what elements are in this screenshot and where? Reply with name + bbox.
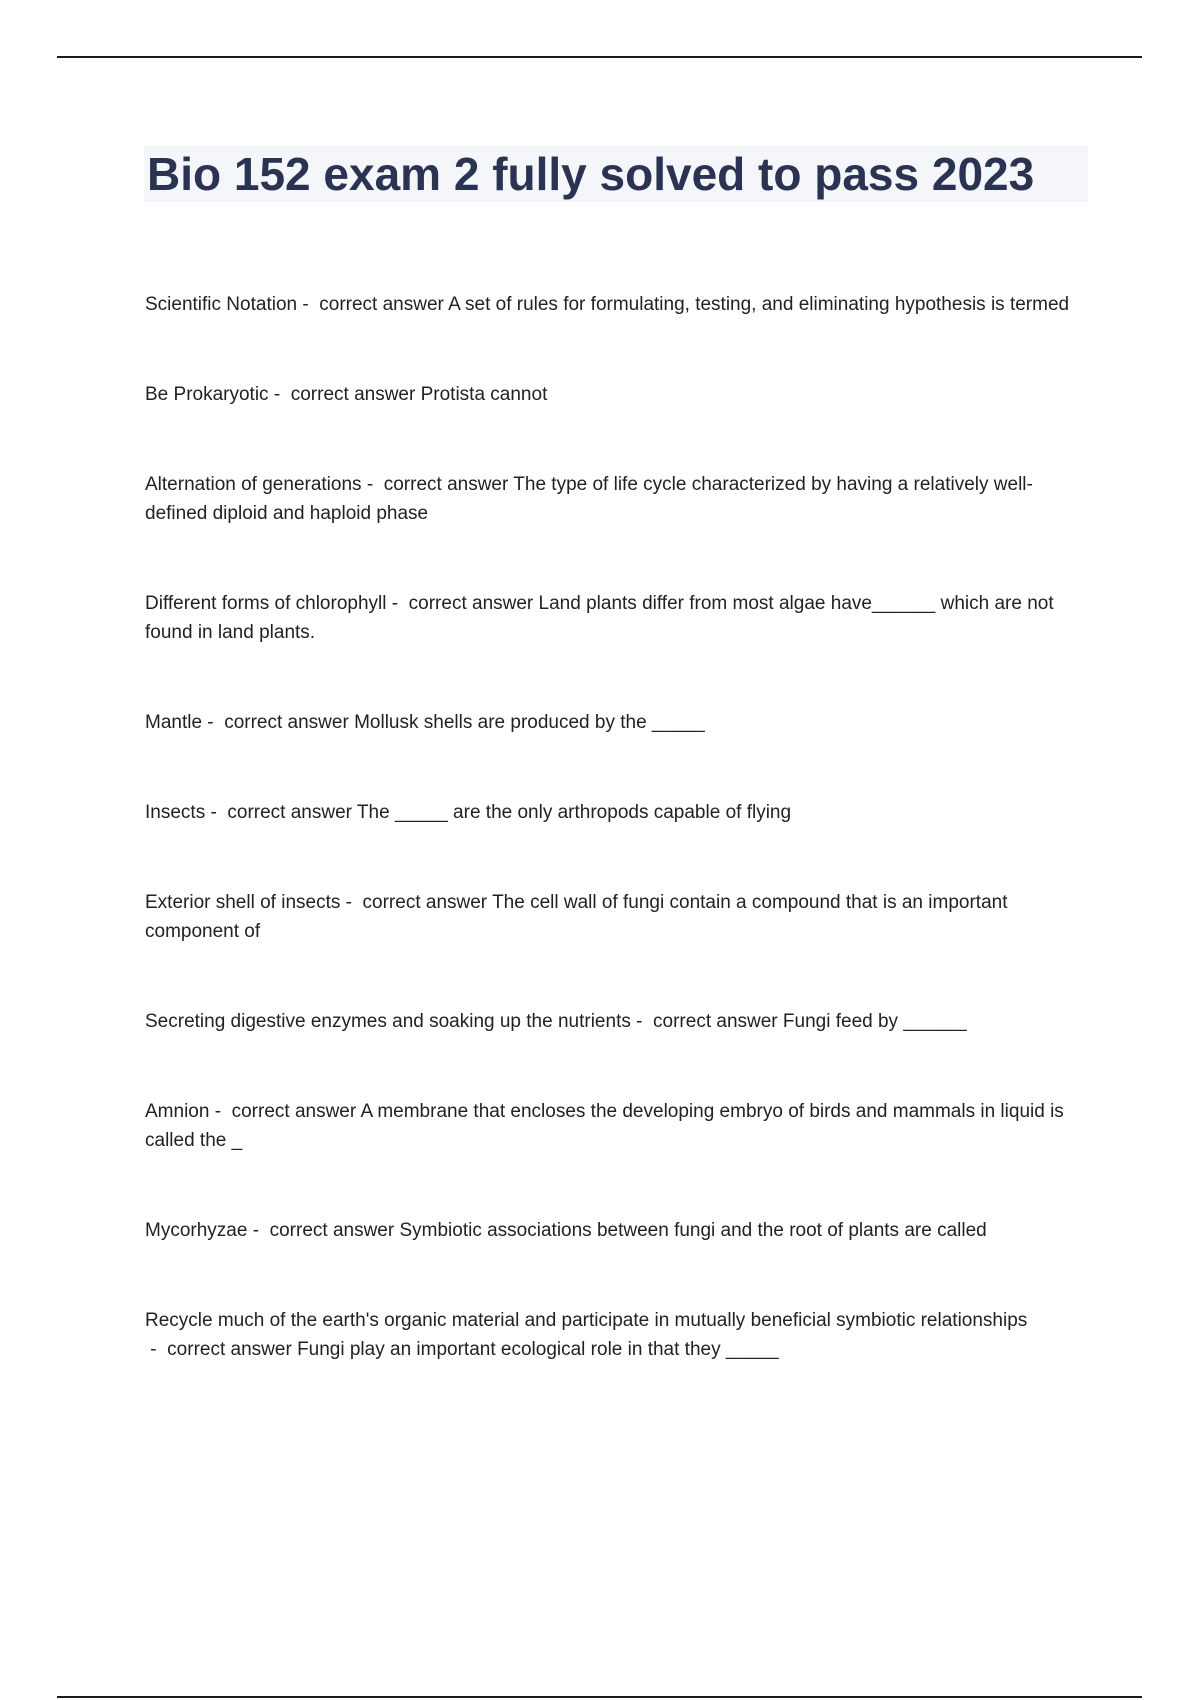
qa-question: The _____ are the only arthropods capable of flying bbox=[356, 802, 792, 823]
answer-label: correct answer bbox=[231, 1101, 357, 1122]
qa-term: Recycle much of the earth's organic material and participate in mutually beneficial symbiotic relationships bbox=[145, 1310, 1028, 1331]
qa-item bbox=[145, 1216, 1090, 1245]
qa-separator bbox=[297, 294, 319, 315]
qa-term: Secreting digestive enzymes and soaking up the nutrients bbox=[145, 1011, 631, 1032]
qa-separator bbox=[269, 384, 291, 405]
qa-question: Symbiotic associations between fungi and the root of plants are called bbox=[399, 1220, 987, 1241]
title-banner bbox=[144, 146, 1088, 202]
qa-item bbox=[145, 290, 1090, 319]
answer-label: correct answer bbox=[319, 294, 444, 315]
qa-item bbox=[145, 1097, 1090, 1155]
qa-separator bbox=[209, 1101, 231, 1122]
qa-term: Alternation of generations bbox=[145, 474, 362, 495]
qa-term: Scientific Notation bbox=[145, 294, 298, 315]
qa-separator bbox=[247, 1220, 269, 1241]
answer-label: correct answer bbox=[167, 1339, 292, 1360]
qa-separator bbox=[631, 1011, 653, 1032]
qa-item bbox=[145, 380, 1090, 409]
qa-item bbox=[145, 470, 1090, 528]
qa-question: A membrane that encloses the developing embryo of birds and mammals in liquid is called the _ bbox=[145, 1101, 1064, 1151]
answer-label: correct answer bbox=[362, 892, 488, 913]
qa-term: Different forms of chlorophyll bbox=[145, 593, 387, 614]
qa-item bbox=[145, 1007, 1090, 1036]
qa-question: Protista cannot bbox=[420, 384, 548, 405]
qa-item bbox=[145, 1306, 1090, 1364]
answer-label: correct answer bbox=[408, 593, 534, 614]
answer-label: correct answer bbox=[269, 1220, 395, 1241]
qa-question: Land plants differ from most algae have______ which are not found in land plants. bbox=[145, 593, 1054, 643]
qa-question: A set of rules for formulating, testing, and eliminating hypothesis is termed bbox=[448, 294, 1070, 315]
qa-term: Amnion bbox=[145, 1101, 210, 1122]
qa-separator bbox=[205, 802, 227, 823]
qa-item bbox=[145, 589, 1090, 647]
qa-term: Exterior shell of insects bbox=[145, 892, 341, 913]
qa-term: Insects bbox=[145, 802, 206, 823]
qa-term: Mycorhyzae bbox=[145, 1220, 248, 1241]
qa-separator bbox=[362, 474, 384, 495]
top-divider bbox=[57, 56, 1142, 58]
qa-question: Mollusk shells are produced by the _____ bbox=[354, 712, 705, 733]
qa-separator bbox=[202, 712, 224, 733]
qa-item bbox=[145, 708, 1090, 737]
qa-question: The cell wall of fungi contain a compound that is an important component of bbox=[145, 892, 1008, 942]
qa-term: Be Prokaryotic bbox=[145, 384, 269, 405]
qa-term: Mantle bbox=[145, 712, 203, 733]
qa-separator bbox=[340, 892, 362, 913]
answer-label: correct answer bbox=[290, 384, 416, 405]
qa-item bbox=[145, 798, 1090, 827]
qa-separator bbox=[145, 1339, 167, 1360]
qa-list bbox=[145, 290, 1090, 1364]
answer-label: correct answer bbox=[224, 712, 349, 733]
qa-question: Fungi feed by ______ bbox=[782, 1011, 967, 1032]
qa-question: Fungi play an important ecological role in that they _____ bbox=[297, 1339, 779, 1360]
qa-question: The type of life cycle characterized by having a relatively well-defined diploid and haploid phase bbox=[145, 474, 1033, 524]
qa-item bbox=[145, 888, 1090, 946]
answer-label: correct answer bbox=[227, 802, 352, 823]
qa-separator bbox=[386, 593, 408, 614]
answer-label: correct answer bbox=[383, 474, 509, 495]
bottom-divider bbox=[57, 1696, 1142, 1698]
answer-label: correct answer bbox=[653, 1011, 778, 1032]
page-title: Bio 152 exam 2 fully solved to pass 2023 bbox=[147, 148, 1035, 200]
